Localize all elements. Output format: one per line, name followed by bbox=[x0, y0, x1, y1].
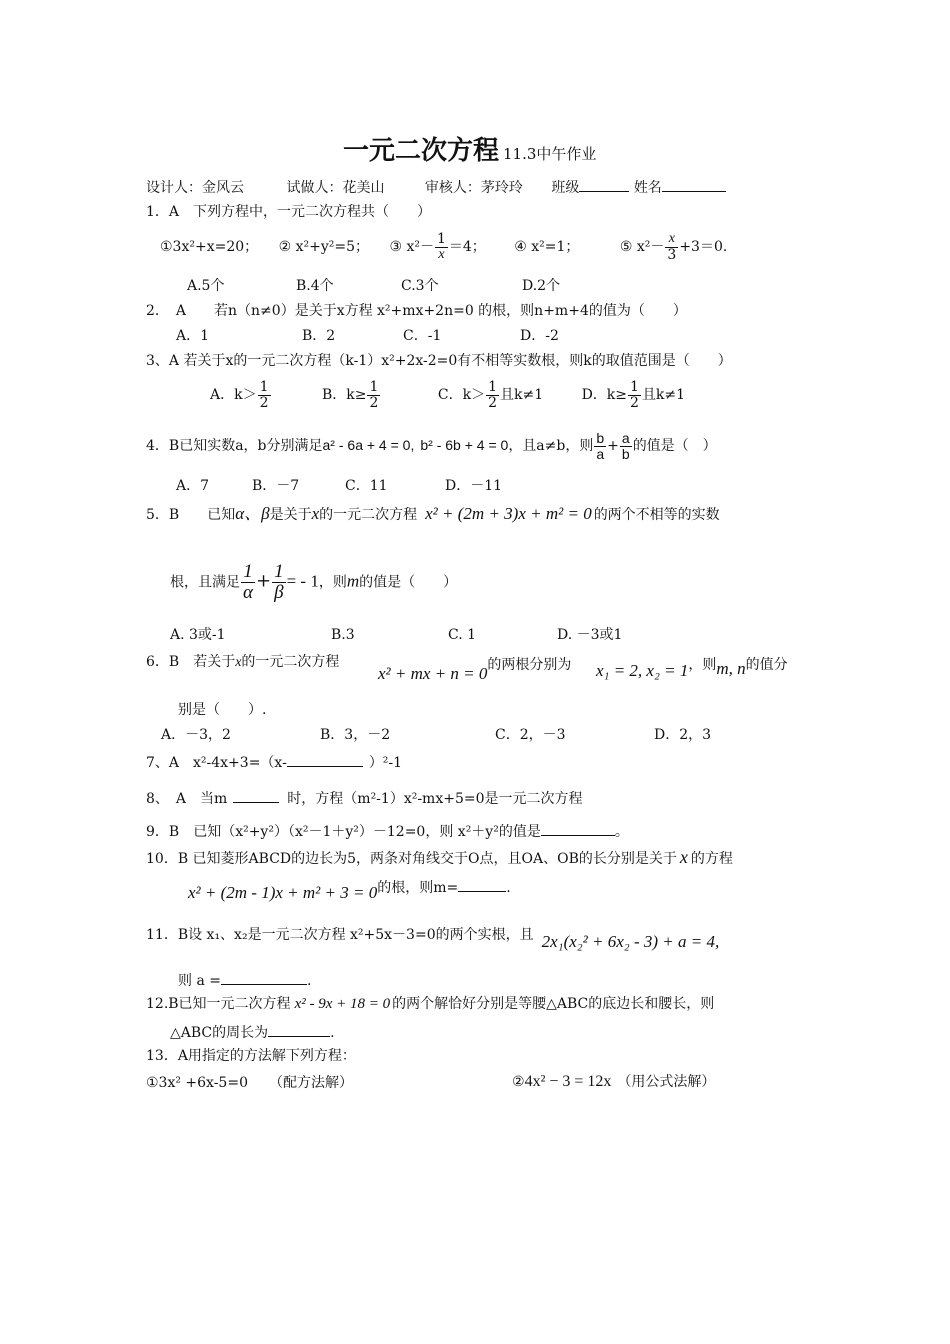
q5-frac1 bbox=[241, 562, 255, 603]
q1-e3-rhs: ＝4； bbox=[448, 239, 486, 256]
q6-l1c: 的两根分别为 bbox=[487, 657, 572, 673]
q3-b-num: 1 bbox=[369, 379, 379, 395]
q2-option-b[interactable]: B．2 bbox=[302, 328, 336, 344]
q3-c-den: 2 bbox=[488, 394, 497, 411]
q11-eq: 2x₁(x₂² + 6x₂ - 3) + a = 4, bbox=[541, 932, 720, 951]
q6-option-d[interactable]: D．2，3 bbox=[654, 727, 712, 743]
q1-e3-den: x bbox=[438, 246, 445, 262]
q6-option-b[interactable]: B．3，－2 bbox=[320, 727, 391, 743]
q3-options bbox=[210, 380, 685, 410]
q8-line bbox=[146, 790, 583, 806]
q5-frac2-num: 1 bbox=[274, 561, 284, 582]
q1-option-d[interactable]: D.2个 bbox=[522, 278, 561, 294]
q7-lhs: 7、A x²-4x+3=（x- bbox=[146, 755, 287, 771]
q6-option-a[interactable]: A．－3，2 bbox=[161, 727, 231, 743]
q1-option-b[interactable]: B.4个 bbox=[296, 278, 334, 294]
q1-e5-frac bbox=[665, 232, 678, 262]
q12-blank[interactable] bbox=[268, 1024, 330, 1037]
q5-l2c: 的值是（ ） bbox=[359, 574, 458, 591]
q1-e5-num: x bbox=[665, 232, 678, 248]
q2-stem: 2． A 若n（n≠0）是关于x方程 x²+mx+2n=0 的根，则n+m+4的值为（ ） bbox=[146, 303, 687, 319]
q10-blank[interactable] bbox=[458, 879, 506, 892]
q5-option-d[interactable]: D. －3或1 bbox=[557, 627, 623, 643]
q1-e3-num: 1 bbox=[436, 231, 446, 247]
q12-l2: △ABC的周长为 bbox=[170, 1025, 269, 1041]
q1-e5-lhs: ⑤ x²－ bbox=[619, 239, 665, 256]
q3-a-label: A．k＞ bbox=[210, 387, 257, 404]
q1-e5 bbox=[619, 231, 728, 263]
q3-a-num: 1 bbox=[259, 379, 269, 395]
q1-stem: 1．A 下列方程中，一元二次方程共（ ） bbox=[146, 204, 432, 220]
q5-option-b[interactable]: B.3 bbox=[331, 627, 355, 643]
q4-frac1-num: b bbox=[596, 430, 605, 446]
q5-frac2-den: β bbox=[274, 581, 284, 603]
q3-c-cond: 且k≠1 bbox=[499, 387, 544, 404]
q6-line2: 别是（ ）. bbox=[178, 702, 267, 718]
q1-e5-den: 3 bbox=[667, 246, 677, 263]
designer-label: 设计人：金风云 bbox=[146, 180, 244, 196]
q4-stem-c: 的值是（ ） bbox=[632, 438, 717, 455]
q12-l1b: 的两个解恰好分别是等腰△ABC的底边长和腰长，则 bbox=[392, 996, 715, 1012]
q5-x: x bbox=[311, 504, 320, 523]
q3-d-frac bbox=[628, 380, 641, 410]
q6-mn: m, n bbox=[716, 659, 746, 678]
q9-blank[interactable] bbox=[541, 823, 615, 836]
class-blank[interactable] bbox=[579, 179, 629, 192]
q3-a-frac bbox=[258, 380, 271, 410]
q11-end: . bbox=[306, 973, 312, 989]
q5-m: m bbox=[346, 571, 360, 591]
header-row bbox=[146, 179, 726, 195]
q12-eq: x² - 9x + 18 = 0 bbox=[294, 996, 391, 1012]
q3-b-label: B．k≥ bbox=[321, 387, 367, 404]
q5-l1b: 是关于 bbox=[269, 507, 312, 523]
q7-blank[interactable] bbox=[287, 754, 363, 767]
title-main: 一元二次方程 bbox=[343, 136, 500, 166]
q5-line2: 根，且满足 $\frac{1}{\alpha}$ + $\frac{1}{\beta}$ = - 1，则m的值是（ ） bbox=[170, 561, 458, 603]
page-title bbox=[343, 138, 596, 164]
q2-option-c[interactable]: C．-1 bbox=[403, 328, 442, 344]
q4-eq2: b² - 6b + 4 = 0 bbox=[420, 437, 509, 454]
q1-e3 bbox=[389, 231, 486, 262]
q4-frac1 bbox=[594, 431, 606, 461]
q3-option-c[interactable] bbox=[437, 379, 544, 411]
name-label: 姓名 bbox=[633, 180, 662, 196]
q9-stem: 9．B 已知（x²+y²）（x²－1＋y²）－12=0，则 x²＋y²的值是 bbox=[146, 824, 541, 840]
q12-end: . bbox=[330, 1025, 335, 1041]
q8-lhs: 8、 A 当m bbox=[146, 791, 228, 807]
q11-l1: 11．B设 x₁、x₂是一元二次方程 x²+5x－3=0的两个实根，且 bbox=[146, 927, 534, 943]
q5-l2a: 根，且满足 bbox=[170, 574, 240, 591]
q5-frac1-num: 1 bbox=[241, 562, 255, 583]
q3-d-cond: 且k≠1 bbox=[641, 387, 686, 404]
q3-option-a[interactable] bbox=[210, 379, 272, 411]
q4-stem bbox=[146, 431, 717, 461]
q10-end: . bbox=[506, 880, 511, 896]
q9-end: 。 bbox=[614, 824, 629, 840]
q5-l1a: 5．B 已知 bbox=[146, 507, 236, 523]
q10-line2 bbox=[188, 878, 511, 902]
q1-e4: ④ x²=1； bbox=[514, 239, 580, 256]
q6-equation bbox=[378, 657, 572, 683]
q3-c-label: C．k＞ bbox=[437, 387, 486, 404]
maker-label: 试做人：花美山 bbox=[286, 180, 385, 196]
q10-x: x bbox=[679, 847, 688, 867]
q12-line1 bbox=[146, 997, 714, 1012]
q4-frac2-den: b bbox=[621, 445, 630, 462]
q3-b-den: 2 bbox=[369, 394, 379, 411]
q3-d-den: 2 bbox=[630, 394, 639, 411]
title-sub: 11.3中午作业 bbox=[503, 145, 597, 163]
q5-option-a[interactable]: A. 3或-1 bbox=[170, 627, 226, 643]
q1-e2: ② x²+y²=5； bbox=[278, 239, 369, 256]
q5-frac2 bbox=[272, 562, 286, 603]
q13-p2-eq: 4x² − 3 = 12x bbox=[524, 1073, 612, 1090]
q6-roots-line bbox=[596, 655, 788, 680]
q5-frac1-den: α bbox=[243, 581, 253, 603]
q9-line bbox=[146, 823, 629, 839]
q11-blank[interactable] bbox=[221, 972, 307, 985]
q6-eq: x² + mx + n = 0 bbox=[378, 664, 488, 683]
q13-part2 bbox=[512, 1074, 715, 1090]
q7-line bbox=[146, 754, 402, 770]
q4-frac1-den: a bbox=[596, 445, 605, 462]
q5-l1d: 的两个不相等的实数 bbox=[593, 507, 720, 523]
q1-e3-frac bbox=[435, 232, 448, 262]
q5-alpha-beta: α、β bbox=[235, 504, 270, 523]
q6-l1a: 6．B 若关于 bbox=[146, 654, 236, 670]
q11-l2: 则 a = bbox=[178, 973, 221, 989]
q5-eq2: = - 1 bbox=[286, 571, 319, 591]
q2-option-d[interactable]: D．-2 bbox=[520, 328, 559, 344]
q3-d-label: D．k≥ bbox=[581, 387, 628, 404]
q1-equations bbox=[160, 232, 727, 262]
q1-e1: ①3x²+x=20； bbox=[160, 239, 259, 256]
q3-b-frac bbox=[367, 380, 380, 410]
q13-p2-method: （用公式法解） bbox=[617, 1074, 716, 1090]
q11-line2 bbox=[178, 972, 311, 988]
q8-rhs: 时，方程（m²-1）x²-mx+5=0是一元二次方程 bbox=[287, 791, 583, 807]
class-label: 班级 bbox=[551, 180, 580, 196]
q3-c-frac bbox=[486, 380, 499, 410]
name-blank[interactable] bbox=[662, 179, 726, 192]
q6-option-c[interactable]: C．2，－3 bbox=[495, 727, 566, 743]
q1-option-c[interactable]: C.3个 bbox=[401, 278, 439, 294]
q4-frac2-num: a bbox=[621, 430, 630, 446]
q13-p2-label: ② bbox=[512, 1074, 525, 1090]
q12-l1a: 12.B已知一元二次方程 bbox=[146, 996, 291, 1012]
q5-option-c[interactable]: C. 1 bbox=[448, 627, 477, 643]
q7-rhs: ）²-1 bbox=[368, 755, 403, 771]
q4-eq1: a² - 6a + 4 = 0, bbox=[322, 437, 415, 454]
q4-stem-b: ，且a≠b，则 bbox=[508, 438, 594, 455]
q4-option-d[interactable]: D．－11 bbox=[445, 478, 503, 494]
q3-option-b[interactable] bbox=[321, 379, 381, 411]
q10-l1: 10．B 已知菱形ABCD的边长为5，两条对角线交于O点，且OA、OB的长分别是关于 bbox=[146, 851, 677, 867]
q1-e5-rhs: +3＝0. bbox=[679, 239, 728, 256]
q4-option-c[interactable]: C．11 bbox=[345, 478, 388, 494]
q5-equation: x² + (2m + 3)x + m² = 0 bbox=[425, 504, 592, 523]
q1-e3-lhs: ③ x²－ bbox=[389, 239, 434, 256]
q6-l1e: 的值分 bbox=[745, 657, 788, 673]
q5-l2b: ，则 bbox=[318, 574, 347, 591]
q5-line1 bbox=[146, 505, 720, 522]
q8-blank[interactable] bbox=[233, 790, 279, 803]
q6-l1d: ，则 bbox=[688, 657, 717, 673]
q3-a-den: 2 bbox=[259, 394, 269, 411]
q3-stem: 3、A 若关于x的一元二次方程（k-1）x²+2x-2=0有不相等实数根，则k的取值范围是（ ） bbox=[146, 353, 732, 369]
q6-l1b: 的一元二次方程 bbox=[241, 654, 340, 670]
q11-line1 bbox=[146, 925, 720, 951]
q10-l1b: 的方程 bbox=[690, 851, 733, 867]
q3-option-d[interactable] bbox=[581, 379, 686, 411]
q3-c-num: 1 bbox=[488, 379, 497, 395]
q3-d-num: 1 bbox=[630, 379, 639, 395]
q12-line2 bbox=[170, 1024, 335, 1040]
q1-option-a[interactable]: A.5个 bbox=[187, 278, 225, 294]
q6-roots: x₁ = 2, x₂ = 1 bbox=[596, 661, 689, 680]
q6-line1 bbox=[146, 655, 339, 670]
q4-stem-a: 4．B已知实数a，b分别满足 bbox=[146, 438, 323, 455]
q4-option-b[interactable]: B．－7 bbox=[252, 478, 300, 494]
q4-plus: + bbox=[607, 438, 619, 455]
q2-option-a[interactable]: A．1 bbox=[176, 328, 210, 344]
q6-x: x bbox=[235, 655, 242, 670]
q4-option-a[interactable]: A．7 bbox=[176, 478, 210, 494]
q10-eq: x² + (2m - 1)x + m² + 3 = 0 bbox=[188, 883, 378, 902]
q10-line1 bbox=[146, 848, 733, 866]
q13-stem: 13．A用指定的方法解下列方程： bbox=[146, 1048, 356, 1064]
q13-part1: ①3x² +6x-5=0 （配方法解） bbox=[146, 1075, 353, 1091]
q10-l2: 的根，则m= bbox=[377, 880, 459, 896]
reviewer-label: 审核人：茅玲玲 bbox=[424, 180, 523, 196]
q4-frac2 bbox=[620, 431, 632, 461]
q5-l1c: 的一元二次方程 bbox=[319, 507, 418, 523]
